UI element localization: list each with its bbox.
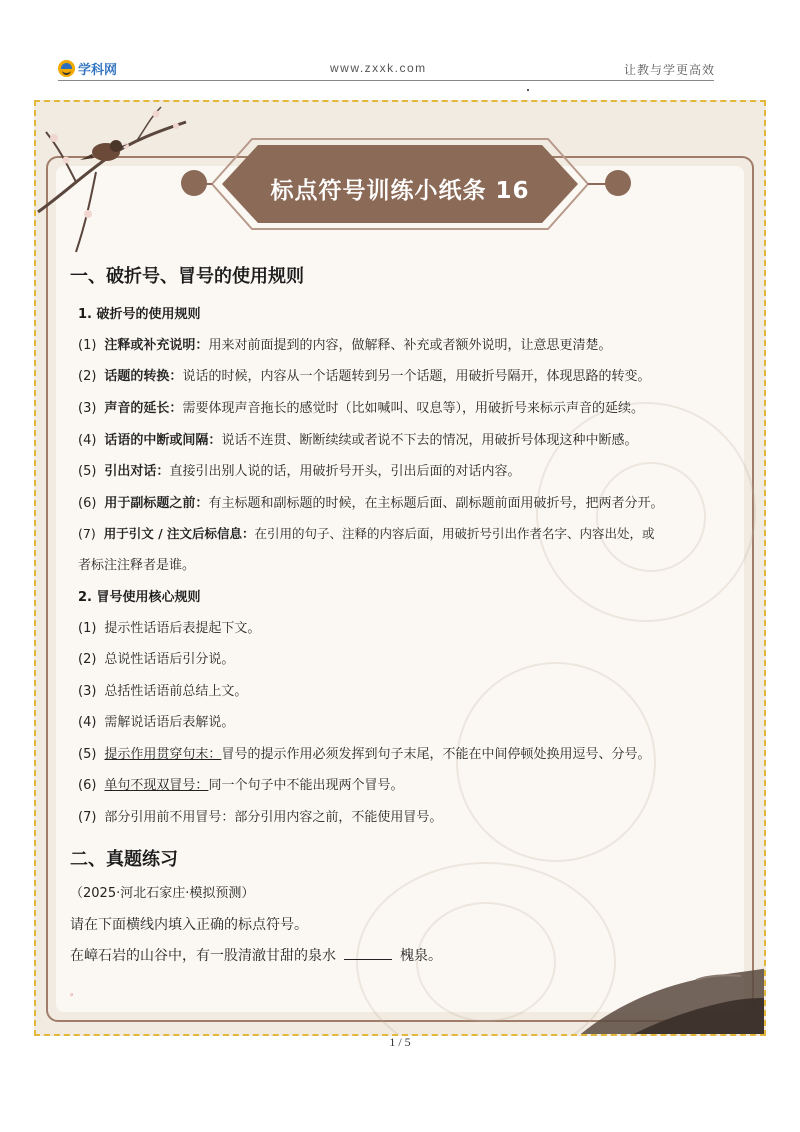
rule-number: (2) xyxy=(78,369,97,384)
rule-label: 用于引文 / 注文后标信息： xyxy=(103,526,255,541)
rule-number: (5) xyxy=(78,747,97,762)
site-slogan: 让教与学更高效 xyxy=(624,63,716,77)
page-title: 标点符号训练小纸条 16 xyxy=(270,178,530,204)
rule-number: (1) xyxy=(78,338,97,353)
subsection-dash-rules: 1. 破折号的使用规则 xyxy=(78,307,201,322)
subsection-colon-rules: 2. 冒号使用核心规则 xyxy=(78,590,201,605)
rule-number: (7) xyxy=(78,526,96,541)
rule-label: 话题的转换： xyxy=(104,369,183,384)
banner-left-circle xyxy=(181,170,207,196)
colon-rule-7 xyxy=(78,806,442,825)
dash-rule-7 xyxy=(78,524,655,542)
rule-number: (1) xyxy=(78,621,97,636)
section-heading-1: 一、破折号、冒号的使用规则 xyxy=(70,266,304,287)
rule-text: 在引用的句子、注释的内容后面，用破折号引出作者名字、内容出处，或 xyxy=(254,526,655,541)
header-divider xyxy=(58,80,714,81)
question-sentence xyxy=(70,945,442,965)
rule-number: (2) xyxy=(78,652,97,667)
rule-text: 总说性话语后引分说。 xyxy=(104,652,235,667)
dash-rule-2 xyxy=(78,365,650,384)
rule-label: 提示作用贯穿句末： xyxy=(104,747,222,762)
rule-number: (3) xyxy=(78,684,97,699)
rule-text: 直接引出别人说的话，用破折号开头，引出后面的对话内容。 xyxy=(169,464,521,479)
colon-rule-1 xyxy=(78,617,260,636)
logo-text: 学科网 xyxy=(78,62,118,78)
rule-text: 需解说话语后表解说。 xyxy=(104,715,235,730)
page-number: 1 / 5 xyxy=(389,1035,411,1049)
colon-rule-4 xyxy=(78,711,234,730)
cloud-pattern-decoration xyxy=(456,662,656,862)
rule-number: (6) xyxy=(78,496,97,511)
section-heading-2: 二、真题练习 xyxy=(70,849,178,870)
colon-rule-5 xyxy=(78,743,650,762)
owl-logo-icon xyxy=(58,60,75,77)
rule-number: (4) xyxy=(78,715,97,730)
dash-rule-5 xyxy=(78,460,520,479)
question-text-before: 在嶂石岩的山谷中，有一股清澈甘甜的泉水 xyxy=(70,948,336,964)
rule-label: 话语的中断或间隔： xyxy=(104,433,222,448)
colon-rule-2 xyxy=(78,648,234,667)
rule-label: 声音的延长： xyxy=(104,401,183,416)
rule-text: 冒号的提示作用必须发挥到句子末尾，不能在中间停顿处换用逗号、分号。 xyxy=(221,747,651,762)
page-header xyxy=(0,0,800,90)
rule-text: 说话不连贯、断断续续或者说不下去的情况，用破折号体现这种中断感。 xyxy=(221,433,638,448)
colon-rule-6 xyxy=(78,774,403,793)
rule-text: 同一个句子中不能出现两个冒号。 xyxy=(208,778,404,793)
dash-rule-4 xyxy=(78,429,637,448)
site-url[interactable]: www.zxxk.com xyxy=(330,61,427,75)
answer-mark: 。 xyxy=(70,988,80,998)
question-source: （2025·河北石家庄·模拟预测） xyxy=(70,886,255,901)
dash-rule-1 xyxy=(78,334,611,353)
site-logo[interactable] xyxy=(58,58,117,78)
stray-dot xyxy=(527,89,529,91)
rule-number: (7) xyxy=(78,810,97,825)
rule-label: 注释或补充说明： xyxy=(104,338,209,353)
title-banner xyxy=(190,137,610,231)
rule-text: 说话的时候，内容从一个话题转到另一个话题，用破折号隔开，体现思路的转变。 xyxy=(182,369,651,384)
rule-text: 提示性话语后表提起下文。 xyxy=(104,621,261,636)
rule-number: (3) xyxy=(78,401,97,416)
answer-blank[interactable] xyxy=(344,948,392,960)
rule-text: 用来对前面提到的内容，做解释、补充或者额外说明，让意思更清楚。 xyxy=(208,338,612,353)
ink-rock-illustration xyxy=(566,962,766,1036)
colon-rule-3 xyxy=(78,680,247,699)
rule-label: 单句不现双冒号： xyxy=(104,778,209,793)
rule-label: 引出对话： xyxy=(104,464,170,479)
rule-number: (6) xyxy=(78,778,97,793)
banner-right-circle xyxy=(605,170,631,196)
dash-rule-3 xyxy=(78,397,644,416)
rule-text: 总括性话语前总结上文。 xyxy=(104,684,248,699)
rule-number: (4) xyxy=(78,433,97,448)
question-instruction: 请在下面横线内填入正确的标点符号。 xyxy=(70,917,308,933)
dash-rule-6 xyxy=(78,492,663,511)
rule-number: (5) xyxy=(78,464,97,479)
rule-text: 有主标题和副标题的时候，在主标题后面、副标题前面用破折号，把两者分开。 xyxy=(208,496,664,511)
rule-text: 需要体现声音拖长的感觉时（比如喊叫、叹息等），用破折号来标示声音的延续。 xyxy=(182,401,644,416)
cloud-pattern-decoration xyxy=(596,462,706,572)
dash-rule-7-continued: 者标注注释者是谁。 xyxy=(78,558,196,573)
rule-text: 部分引用前不用冒号：部分引用内容之前，不能使用冒号。 xyxy=(104,810,443,825)
question-text-after: 槐泉。 xyxy=(400,948,442,964)
rule-label: 用于副标题之前： xyxy=(104,496,209,511)
